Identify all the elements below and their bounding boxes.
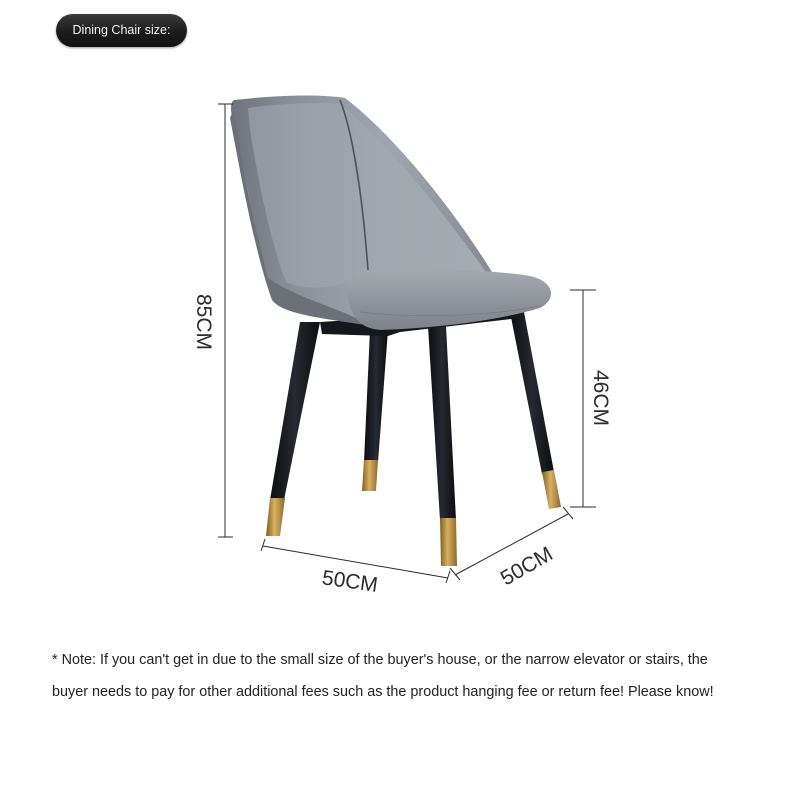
chair-back-right-leg <box>362 330 388 491</box>
chair-back-left-leg <box>266 322 320 536</box>
note-line-2: buyer needs to pay for other additional fees such as the product hanging fee or return fee! Please know! <box>52 684 714 700</box>
depth-label: 50CM <box>496 542 557 591</box>
size-title-label: Dining Chair size: <box>72 23 171 37</box>
chair-front-right-leg <box>510 312 561 509</box>
note-line-1: * Note: If you can't get in due to the small size of the buyer's house, or the narrow elevator or stairs, the <box>52 652 708 668</box>
shipping-note <box>52 644 752 708</box>
dining-chair-image <box>230 96 561 566</box>
height-label: 85CM <box>192 293 215 351</box>
seat-height-label: 46CM <box>589 369 612 427</box>
width-label: 50CM <box>320 566 380 597</box>
chair-front-left-leg <box>428 326 457 566</box>
